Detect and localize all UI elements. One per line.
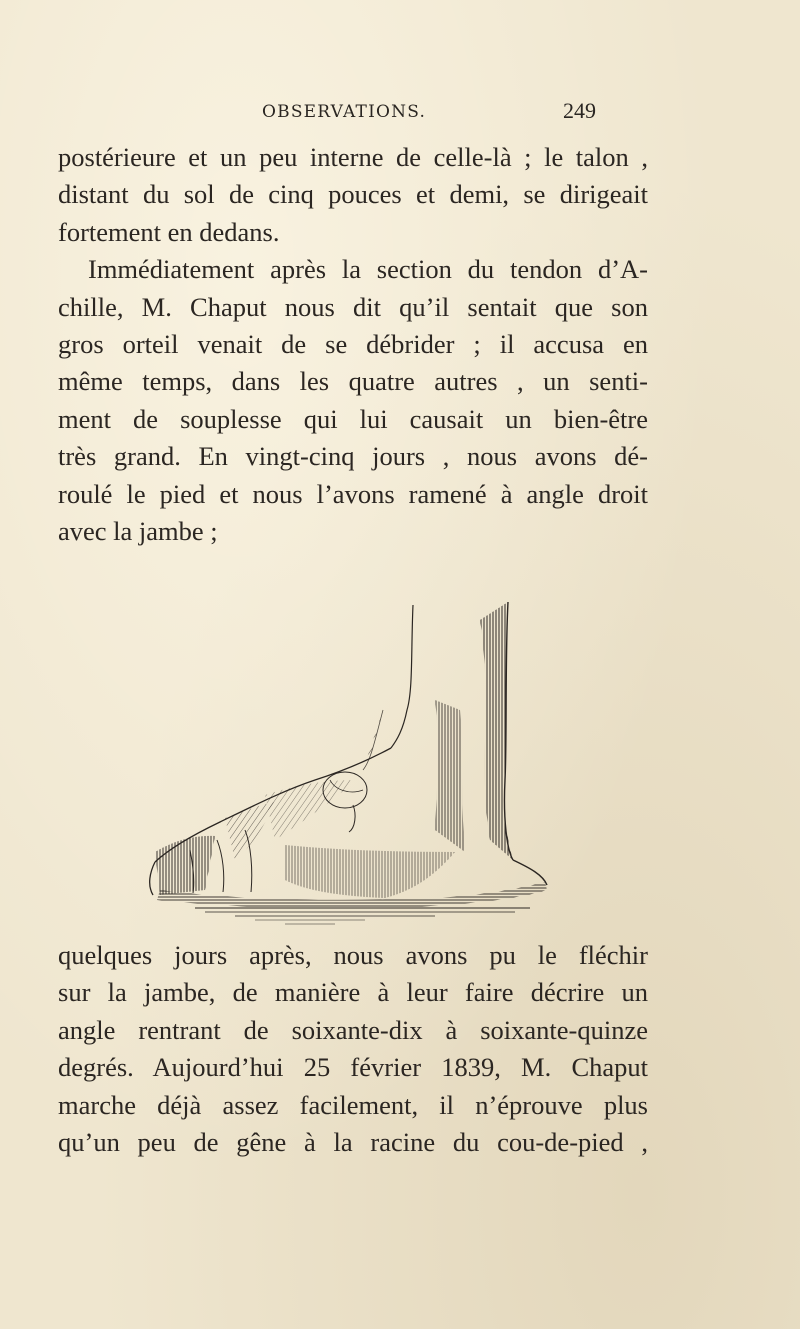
text-line: angle rentrant de soixante-dix à soixante-quinze (58, 1014, 648, 1045)
running-head (0, 98, 800, 132)
text-line: roulé le pied et nous l’avons ramené à angle droit (58, 478, 648, 509)
text-line: chille, M. Chaput nous dit qu’il sentait que son (58, 291, 648, 322)
paragraph (58, 251, 648, 550)
lower-paragraph (58, 937, 648, 1161)
paragraph (58, 139, 648, 251)
foot-engraving (135, 590, 565, 935)
text-line: fortement en dedans. (58, 216, 280, 247)
page-number: 249 (563, 98, 596, 123)
text-line: postérieure et un peu interne de celle-là ; le talon , (58, 142, 648, 172)
text-line: très grand. En vingt-cinq jours , nous avons dé- (58, 441, 648, 472)
text-line: quelques jours après, nous avons pu le fléchir (58, 940, 648, 970)
text-line: sur la jambe, de manière à leur faire décrire un (58, 977, 648, 1008)
upper-paragraphs (58, 139, 648, 550)
running-title: OBSERVATIONS. (262, 102, 427, 122)
text-line: avec la jambe ; (58, 516, 218, 547)
text-line: ment de souplesse qui lui causait un bien-être (58, 403, 648, 434)
text-line: gros orteil venait de se débrider ; il accusa en (58, 329, 648, 360)
text-line: même temps, dans les quatre autres , un senti- (58, 366, 648, 397)
text-line: Immédiatement après la section du tendon d’A- (88, 254, 648, 285)
text-line: qu’un peu de gêne à la racine du cou-de-pied , (58, 1127, 648, 1158)
foot-illustration (135, 590, 565, 935)
paragraph (58, 937, 648, 1161)
text-line: distant du sol de cinq pouces et demi, se dirigeait (58, 179, 648, 210)
text-line: degrés. Aujourd’hui 25 février 1839, M. Chaput (58, 1052, 648, 1083)
text-line: marche déjà assez facilement, il n’éprouve plus (58, 1089, 648, 1120)
